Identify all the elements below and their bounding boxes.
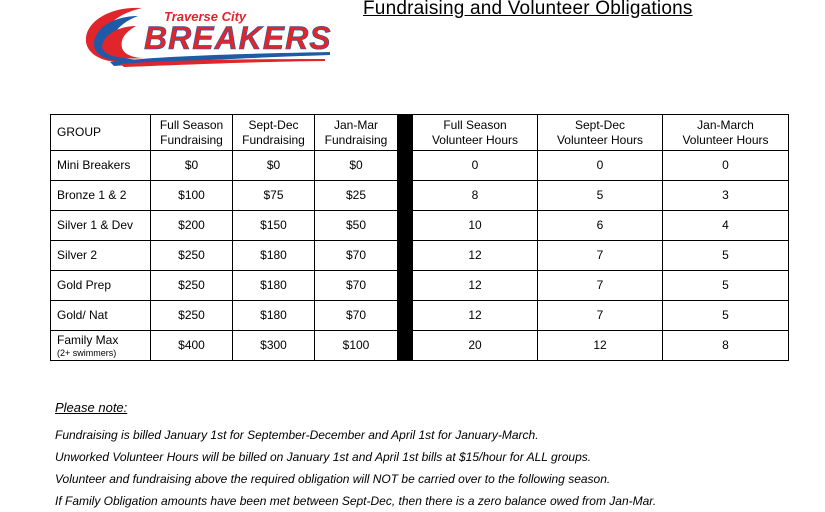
- value-cell-sd-hours: 6: [538, 211, 663, 241]
- note-line: Volunteer and fundraising above the required obligation will NOT be carried over to the following season.: [55, 472, 611, 486]
- group-label: Silver 1 & Dev: [57, 218, 134, 232]
- notes-section: [55, 400, 815, 512]
- value-cell-jm-hours: 0: [663, 151, 789, 181]
- value-cell-fs-fund: $250: [151, 301, 233, 331]
- header-line: Sept-Dec: [574, 117, 626, 132]
- value-cell-fs-fund: $400: [151, 331, 233, 361]
- value-cell-fs-hours: 8: [413, 181, 538, 211]
- group-cell: [51, 181, 151, 211]
- group-label: Family Max: [57, 332, 119, 347]
- value-cell-jm-fund: $70: [315, 241, 398, 271]
- group-cell: [51, 271, 151, 301]
- separator-column: [398, 181, 413, 211]
- value-cell-sd-fund: $300: [233, 331, 315, 361]
- group-cell: [51, 211, 151, 241]
- value-cell-fs-hours: 20: [413, 331, 538, 361]
- logo-top-text: Traverse City: [164, 9, 247, 24]
- header-row: [51, 115, 789, 151]
- notes-heading: Please note:: [55, 400, 128, 415]
- group-note: (2+ swimmers): [57, 347, 117, 358]
- group-label: Gold/ Nat: [57, 308, 108, 322]
- header-group-label: GROUP: [57, 125, 102, 139]
- value-cell-jm-hours: 5: [663, 241, 789, 271]
- page-title: Fundraising and Volunteer Obligations: [363, 0, 693, 19]
- header-line: Fundraising: [242, 132, 305, 147]
- value-cell-sd-hours: 5: [538, 181, 663, 211]
- value-cell-jm-fund: $70: [315, 301, 398, 331]
- value-cell-sd-fund: $180: [233, 241, 315, 271]
- table-row: [51, 181, 789, 211]
- value-cell-jm-hours: 8: [663, 331, 789, 361]
- value-cell-sd-hours: 7: [538, 241, 663, 271]
- value-cell-fs-fund: $100: [151, 181, 233, 211]
- value-cell-fs-fund: $250: [151, 271, 233, 301]
- value-cell-sd-hours: 12: [538, 331, 663, 361]
- group-cell: [51, 301, 151, 331]
- value-cell-jm-fund: $0: [315, 151, 398, 181]
- separator-column: [398, 301, 413, 331]
- table-row: [51, 271, 789, 301]
- value-cell-fs-hours: 12: [413, 301, 538, 331]
- value-cell-fs-hours: 12: [413, 241, 538, 271]
- value-cell-sd-fund: $150: [233, 211, 315, 241]
- header-line: Full Season: [159, 117, 224, 132]
- header-full-season-fundraising: [151, 115, 233, 151]
- note-line: If Family Obligation amounts have been met between Sept-Dec, then there is a zero balance owed from Jan-Mar.: [55, 494, 657, 508]
- value-cell-sd-fund: $0: [233, 151, 315, 181]
- value-cell-sd-hours: 0: [538, 151, 663, 181]
- table-row: [51, 241, 789, 271]
- obligations-table: [50, 114, 789, 361]
- note-line: Fundraising is billed January 1st for September-December and April 1st for January-March.: [55, 428, 539, 442]
- logo-main-text: BREAKERS: [144, 20, 332, 56]
- value-cell-sd-fund: $180: [233, 271, 315, 301]
- table-row: [51, 151, 789, 181]
- group-cell: [51, 331, 151, 361]
- separator-column: [398, 331, 413, 361]
- table-row: [51, 331, 789, 361]
- value-cell-fs-hours: 0: [413, 151, 538, 181]
- breakers-logo: [80, 4, 335, 68]
- header-sept-dec-hours: [538, 115, 663, 151]
- value-cell-jm-hours: 4: [663, 211, 789, 241]
- value-cell-fs-fund: $250: [151, 241, 233, 271]
- value-cell-jm-hours: 5: [663, 271, 789, 301]
- group-cell: [51, 241, 151, 271]
- group-label: Silver 2: [57, 248, 98, 262]
- header-line: Volunteer Hours: [431, 132, 519, 147]
- value-cell-fs-fund: $0: [151, 151, 233, 181]
- header-line: Fundraising: [324, 132, 388, 147]
- group-label: Bronze 1 & 2: [57, 188, 127, 202]
- value-cell-jm-hours: 3: [663, 181, 789, 211]
- value-cell-sd-fund: $180: [233, 301, 315, 331]
- value-cell-jm-fund: $25: [315, 181, 398, 211]
- group-label: Mini Breakers: [57, 158, 131, 172]
- value-cell-fs-fund: $200: [151, 211, 233, 241]
- separator-column: [398, 241, 413, 271]
- header-line: Jan-Mar: [333, 117, 378, 132]
- table-body: [51, 151, 789, 361]
- group-label: Gold Prep: [57, 278, 112, 292]
- header-line: Volunteer Hours: [682, 132, 769, 147]
- value-cell-jm-fund: $50: [315, 211, 398, 241]
- value-cell-fs-hours: 10: [413, 211, 538, 241]
- header-full-season-hours: [413, 115, 538, 151]
- separator-column: [398, 271, 413, 301]
- group-cell: [51, 151, 151, 181]
- value-cell-sd-fund: $75: [233, 181, 315, 211]
- header-line: Sept-Dec: [248, 117, 299, 132]
- header-jan-march-hours: [663, 115, 789, 151]
- table-row: [51, 211, 789, 241]
- value-cell-sd-hours: 7: [538, 271, 663, 301]
- header-line: Jan-March: [697, 117, 754, 132]
- header-line: Full Season: [443, 117, 507, 132]
- header-line: Volunteer Hours: [556, 132, 644, 147]
- header-group: [51, 115, 151, 151]
- header-sept-dec-fundraising: [233, 115, 315, 151]
- note-line: Unworked Volunteer Hours will be billed on January 1st and April 1st bills at $15/hour for ALL groups.: [55, 450, 592, 464]
- separator-column: [398, 211, 413, 241]
- table-row: [51, 301, 789, 331]
- value-cell-jm-fund: $70: [315, 271, 398, 301]
- separator-column: [398, 115, 413, 151]
- header-jan-mar-fundraising: [315, 115, 398, 151]
- separator-column: [398, 151, 413, 181]
- header-line: Fundraising: [160, 132, 223, 147]
- value-cell-sd-hours: 7: [538, 301, 663, 331]
- value-cell-jm-fund: $100: [315, 331, 398, 361]
- value-cell-jm-hours: 5: [663, 301, 789, 331]
- logo-graphic: [80, 4, 335, 68]
- value-cell-fs-hours: 12: [413, 271, 538, 301]
